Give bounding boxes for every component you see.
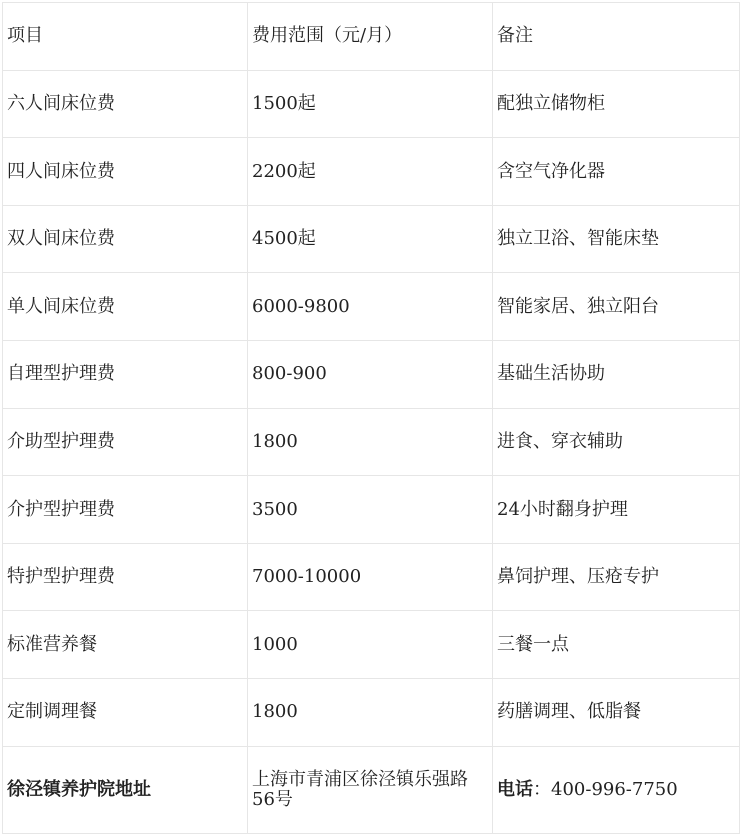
footer-row	[3, 746, 740, 833]
item-cell: 六人间床位费	[3, 70, 248, 138]
phone-number[interactable]: 400-996-7750	[551, 778, 678, 800]
item-cell: 介护型护理费	[3, 476, 248, 544]
item-cell: 单人间床位费	[3, 273, 248, 341]
column-header-item: 项目	[3, 3, 248, 71]
table-row	[3, 678, 740, 746]
address-label: 徐泾镇养护院地址	[3, 746, 248, 833]
table-row	[3, 205, 740, 273]
column-header-fee-range: 费用范围（元/月）	[248, 3, 493, 71]
fee-cell: 3500	[248, 476, 493, 544]
item-cell: 特护型护理费	[3, 543, 248, 611]
remark-cell: 24小时翻身护理	[493, 476, 740, 544]
column-header-remarks: 备注	[493, 3, 740, 71]
remark-cell: 三餐一点	[493, 611, 740, 679]
remark-cell: 智能家居、独立阳台	[493, 273, 740, 341]
table-row	[3, 543, 740, 611]
fee-cell: 1800	[248, 678, 493, 746]
fee-cell: 2200起	[248, 138, 493, 206]
remark-cell: 进食、穿衣辅助	[493, 408, 740, 476]
address-value: 上海市青浦区徐泾镇乐强路56号	[248, 746, 493, 833]
fee-cell: 800-900	[248, 340, 493, 408]
fee-cell: 1500起	[248, 70, 493, 138]
phone-cell	[493, 746, 740, 833]
phone-separator: ：	[533, 778, 551, 800]
remark-cell: 含空气净化器	[493, 138, 740, 206]
table-row	[3, 476, 740, 544]
table-row	[3, 408, 740, 476]
item-cell: 定制调理餐	[3, 678, 248, 746]
fee-cell: 1000	[248, 611, 493, 679]
item-cell: 标准营养餐	[3, 611, 248, 679]
remark-cell: 配独立储物柜	[493, 70, 740, 138]
fee-cell: 6000-9800	[248, 273, 493, 341]
fee-cell: 7000-10000	[248, 543, 493, 611]
remark-cell: 鼻饲护理、压疮专护	[493, 543, 740, 611]
remark-cell: 药膳调理、低脂餐	[493, 678, 740, 746]
remark-cell: 基础生活协助	[493, 340, 740, 408]
table-header-row	[3, 3, 740, 71]
item-cell: 双人间床位费	[3, 205, 248, 273]
item-cell: 自理型护理费	[3, 340, 248, 408]
table-row	[3, 340, 740, 408]
table-row	[3, 138, 740, 206]
fee-table	[2, 2, 740, 834]
remark-cell: 独立卫浴、智能床垫	[493, 205, 740, 273]
item-cell: 四人间床位费	[3, 138, 248, 206]
fee-cell: 4500起	[248, 205, 493, 273]
item-cell: 介助型护理费	[3, 408, 248, 476]
phone-label: 电话	[497, 778, 533, 800]
table-row	[3, 611, 740, 679]
fee-cell: 1800	[248, 408, 493, 476]
table-row	[3, 273, 740, 341]
table-row	[3, 70, 740, 138]
